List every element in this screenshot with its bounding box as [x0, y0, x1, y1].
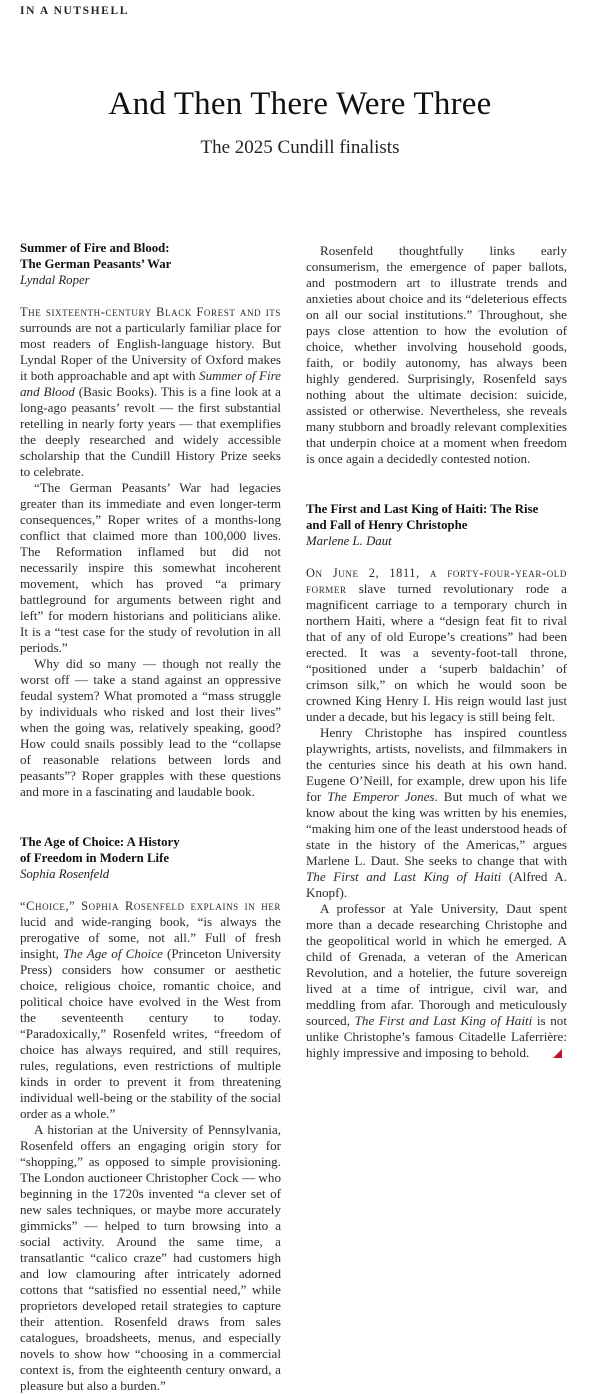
book-author: Sophia Rosenfeld — [20, 867, 110, 881]
work-title-inline: The Emperor Jones — [327, 789, 435, 804]
review-paragraph: Rosenfeld thoughtfully links early consumerism, the emergence of paper ballots, and postmodern art to illustrate trends and anxieties about choice and its “deleterious effects on all our social institutions.” Throughout, she pays close attention to how the evolution of choice, whether involving household goods, faith, or bodily autonomy, has always been highly gendered. Surprisingly, Rosenfeld says nothing about the ultimate decision: suicide, assisted or otherwise. Nevertheless, she reveals many stubborn and broadly relevant complexities that underpin choice at a moment when freedom is once again a decidedly contested notion. — [306, 243, 567, 466]
end-mark-icon — [553, 1049, 562, 1058]
review-daut — [306, 501, 567, 1061]
section-kicker: IN A NUTSHELL — [20, 5, 129, 17]
lead-in: The sixteenth-century Black Forest and its — [20, 305, 281, 319]
book-title-inline: The Age of Choice — [63, 946, 163, 961]
lead-in: “Choice,” Sophia Rosenfeld explains in her — [20, 899, 281, 913]
right-column — [306, 243, 567, 1061]
review-paragraph: Henry Christophe has inspired countless playwrights, artists, novelists, and filmmakers in the centuries since his death at his own hand. Eugene O’Neill, for example, drew upon his life for The Emperor Jones. But much of what we know about the king was written by his enemies, “making him one of the least understood heads of state in the history of the Americas,” argues Marlene L. Daut. She seeks to change that with The First and Last King of Haiti (Alfred A. Knopf). — [306, 725, 567, 900]
page-subtitle: The 2025 Cundill finalists — [200, 137, 400, 158]
book-title-inline: The First and Last King of Haiti — [354, 1013, 533, 1028]
lead-in: On June 2, 1811, a forty-four-year-old former — [306, 566, 567, 596]
review-paragraph: A historian at the University of Pennsylvania, Rosenfeld offers an engaging origin story for “shopping,” as opposed to simple provisioning. The London auctioneer Christopher Cock — who beginning in the 1720s invented “a clever set of new sales techniques, or maybe more accurately gimmicks” — helped to turn browsing into a social activity. Around the same time, a transatlantic “calico craze” had customers high and low clamouring after intricately adorned cottons that “satisfied no essential need,” while proprietors developed retail strategies to capture their attention. Rosenfeld draws from sales catalogues, broadsheets, menus, and especially novels to show how “choosing in a commercial context is, from the eighteenth century onward, a pleasure but also a burden.” — [20, 1122, 281, 1393]
review-roper — [20, 240, 281, 800]
review-paragraph: A professor at Yale University, Daut spent more than a decade researching Christophe and the geopolitical world in which he emerged. A child of Grenada, a veteran of the American Revolution, and a hotelier, the future sovereign lived at a time of intrigue, civil war, and meddling from afar. Thorough and meticulously sourced, The First and Last King of Haiti is not unlike Christophe’s famous Citadelle Laferrière: highly impressive and imposing to behold. — [306, 901, 567, 1060]
left-column — [20, 240, 281, 1394]
book-title-line2: of Freedom in Modern Life — [20, 851, 170, 865]
review-paragraph: Why did so many — though not really the worst off — take a stand against an oppressive feudal system? What promoted a “mass struggle by individuals who risked and lost their lives” when the going was, relatively speaking, good? How could snails possibly lead to the “collapse of reasonable relations between lords and peasants”? Roper grapples with these questions and more in a fascinating and laudable book. — [20, 656, 281, 799]
book-title: Summer of Fire and Blood: — [20, 241, 170, 255]
page-title: And Then There Were Three — [108, 86, 492, 122]
book-title-line2: The German Peasants’ War — [20, 257, 172, 271]
book-title-line2: and Fall of Henry Christophe — [306, 518, 468, 532]
book-title-inline: The First and Last King of Haiti — [306, 869, 502, 884]
book-title: The Age of Choice: A History — [20, 835, 180, 849]
review-paragraph: On June 2, 1811, a forty-four-year-old former slave turned revolutionary rode a magnificent carriage to a temporary church in northern Haiti, where a “design feat fit to rival that of any of old Europe’s creations” had been erected. It was a seventy-foot-tall throne, “positioned under a ‘superb baldachin’ of crimson silk,” on which he would soon be crowned King Henry I. His reign would last just under a decade, but his legacy is still being felt. — [306, 566, 567, 724]
book-author: Lyndal Roper — [20, 273, 90, 287]
review-paragraph: “Choice,” Sophia Rosenfeld explains in her lucid and wide-ranging book, “is always the prerogative of some, not all.” Full of fresh insight, The Age of Choice (Princeton University Press) considers how consumer or aesthetic choice, religious choice, romantic choice, and political choice have evolved in the West from the seventeenth century to today. “Paradoxically,” Rosenfeld writes, “freedom of choice has always required, and still requires, rules, regulations, even restrictions of multiple kinds in order to prevent it from threatening individual well-being or the stability of the social order as a whole.” — [20, 899, 281, 1121]
book-author: Marlene L. Daut — [306, 534, 392, 548]
book-title: The First and Last King of Haiti: The Rise — [306, 502, 539, 516]
book-title-inline: Summer of Fire and Blood — [20, 368, 281, 399]
review-rosenfeld — [20, 834, 281, 1394]
review-paragraph: “The German Peasants’ War had legacies greater than its immediate and even longer-term consequences,” Roper writes of a months-long conflict that claimed more than 100,000 lives. The Reformation inflamed but did not necessarily inspire this somewhat incoherent movement, which has proved “a primary battleground for arguments between right and left” for modern historians and politicians alike. It is a “test case for the study of revolution in all periods.” — [20, 480, 281, 655]
review-paragraph: The sixteenth-century Black Forest and its surrounds are not a particularly familiar place for most readers of English-language history. But Lyndal Roper of the University of Oxford makes it both approachable and apt with Summer of Fire and Blood (Basic Books). This is a fine look at a long-ago peasants’ revolt — the first substantial retelling in nearly forty years — that exemplifies the deeply researched and widely accessible scholarship that the Cundill History Prize seeks to celebrate. — [20, 305, 281, 479]
